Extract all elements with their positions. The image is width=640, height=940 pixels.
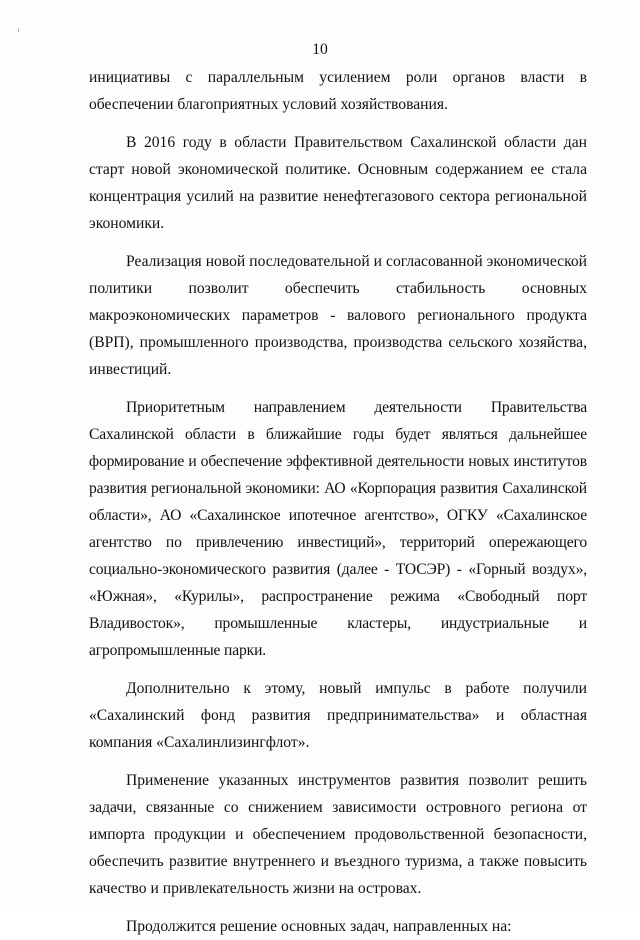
paragraph-development-institutes: Приоритетным направлением деятельности Правительства Сахалинской области в ближайшие годы будет являться дальнейшее формирование и обеспечение эффективной деятельности новых институтов развития региональной экономики: АО «Корпорация развития Сахалинской области», АО «Сахалинское ипотечное агентство», ОГКУ «Сахалинское агентство по привлечению инвестиций», территорий опережающего социально-экономического развития (далее - ТОСЭР) - «Горный воздух», «Южная», «Курилы», распространение режима «Свободный порт Владивосток», промышленные кластеры, индустриальные и агропромышленные парки. — [89, 399, 587, 659]
paragraph-additional-impulse: Дополнительно к этому, новый импульс в работе получили «Сахалинский фонд развития предпринимательства» и областная компания «Сахалинлизингфлот». — [89, 680, 587, 751]
page-number: 10 — [312, 41, 328, 58]
scan-mark — [18, 28, 19, 32]
paragraph-policy-implementation: Реализация новой последовательной и согласованной экономической политики позволит обеспечить стабильность основных макроэкономических параметров - валового регионального продукта (ВРП), промышленного производства, производства сельского хозяйства, инвестиций. — [89, 253, 587, 378]
paragraph-new-economic-policy: В 2016 году в области Правительством Сахалинской области дан старт новой экономической политике. Основным содержанием ее стала концентрация усилий на развитие ненефтегазового сектора региональной экономики. — [89, 134, 587, 232]
document-body — [89, 64, 587, 940]
paragraph-initiatives: инициативы с параллельным усилением роли органов власти в обеспечении благоприятных условий хозяйствования. — [89, 69, 587, 113]
paragraph-tools-application: Применение указанных инструментов развития позволит решить задачи, связанные со снижением зависимости островного региона от импорта продукции и обеспечением продовольственной безопасности, обеспечить развитие внутреннего и въездного туризма, а также повысить качество и привлекательность жизни на островах. — [89, 772, 587, 897]
paragraph-main-tasks: Продолжится решение основных задач, направленных на: — [126, 918, 512, 935]
